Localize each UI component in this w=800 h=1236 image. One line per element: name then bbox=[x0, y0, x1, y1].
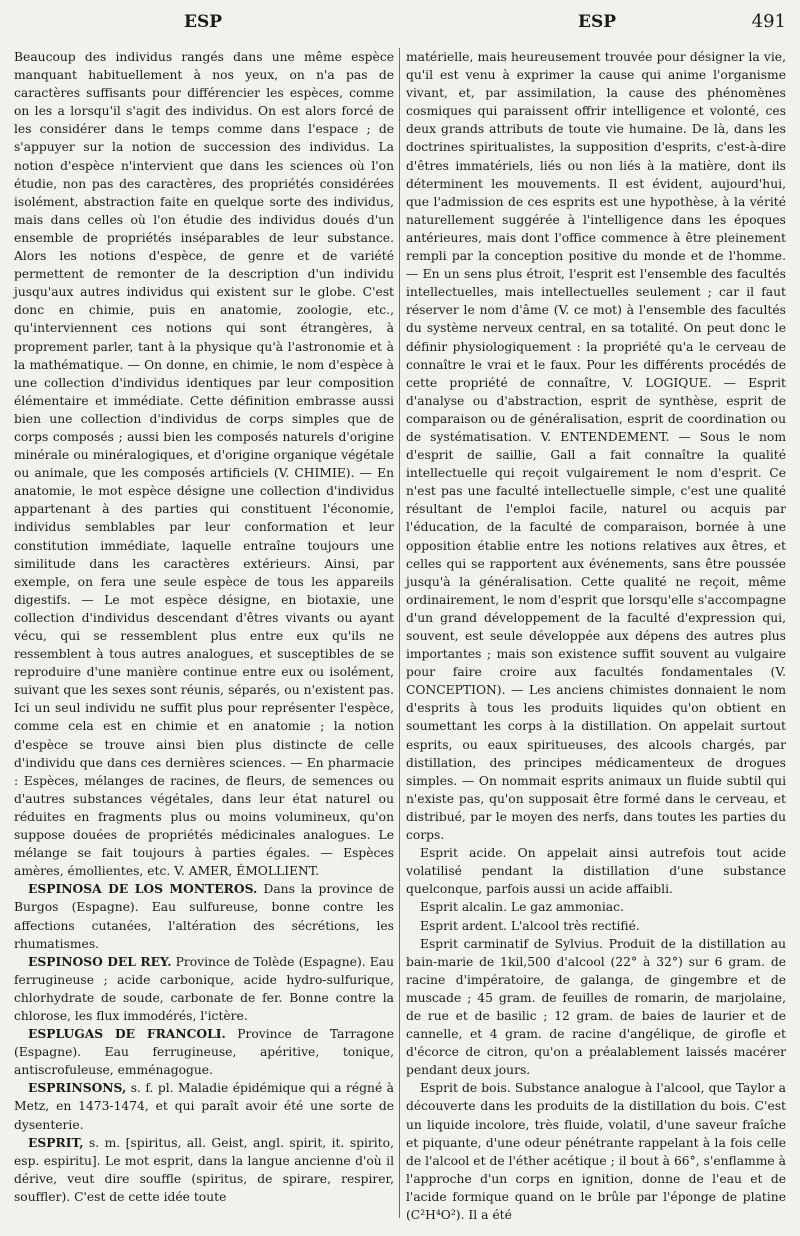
entry-espinosa bbox=[14, 880, 394, 952]
page-number: 491 bbox=[751, 11, 786, 32]
entry-text-esprinsons: s. f. pl. Maladie épidémique qui a régné à Metz, en 1473-1474, et qui paraît avoir été une sorte de dysenterie. bbox=[14, 1081, 394, 1132]
entry-text-esplugas: Province de Tarragone (Espagne). Eau ferrugineuse, apéritive, tonique, antiscrofuleuse, emménagogue. bbox=[14, 1027, 394, 1078]
subentry-esprit-de-bois: Esprit de bois. Substance analogue à l'alcool, que Taylor a découverte dans les produits de la distillation du bois. C'est un liquide incolore, très fluide, volatil, d'une saveur fraîche et piquante, d'une odeur pénétrante rappelant à la fois celle de l'alcool et de l'éther acétique ; il bout à 66°, s'enflamme à l'approche d'un corps en ignition, donne de l'eau et de l'acide formique quand on le brûle par l'éponge de platine (C²H⁴O²). Il a été bbox=[406, 1081, 786, 1222]
entry-title-esprinsons: ESPRINSONS, bbox=[28, 1080, 127, 1096]
entry-title-espinosa: ESPINOSA DE LOS MONTEROS. bbox=[28, 881, 258, 897]
column-divider bbox=[399, 48, 400, 1218]
subentry-esprit-carminatif: Esprit carminatif de Sylvius. Produit de la distillation au bain-marie de 1kil,500 d'alcool (22° à 32°) sur 6 gram. de racine d'impératoire, de galanga, de gingembre et de muscade ; 45 gram. de feuilles de romarin, de marjolaine, de rue et de basilic ; 12 gram. de baies de laurier et de cannelle, et 4 gram. de racine d'angélique, de girofle et d'écorce de citron, qu'on a préalablement laissés macérer pendant deux jours. bbox=[406, 936, 786, 1078]
left-column bbox=[14, 48, 394, 1206]
entry-text-esprit: s. m. [spiritus, all. Geist, angl. spirit, it. spirito, esp. espiritu]. Le mot esprit, dans la langue ancienne d'où il dérive, veut dire souffle (spiritus, de spirare, respirer, souffler). C'est de cette idée toute bbox=[14, 1135, 394, 1204]
entry-esprinsons bbox=[14, 1079, 394, 1133]
entry-title-esplugas: ESPLUGAS DE FRANCOLI. bbox=[28, 1026, 226, 1042]
entry-title-esprit: ESPRIT, bbox=[28, 1134, 84, 1150]
entry-esplugas bbox=[14, 1025, 394, 1079]
esprit-continuation: matérielle, mais heureusement trouvée pour désigner la vie, qu'il est venu à exprimer la cause qui anime l'organisme vivant, et, par assimilation, la cause des phénomènes cosmiques qui paraissent offrir intelligence et volonté, ces deux grands attributs de toute vie humaine. De là, dans les doctrines spiritualistes, la supposition d'esprits, c'est-à-dire d'êtres immatériels, liés ou non liés à la matière, dont ils déterminent les mouvements. Il est évident, aujourd'hui, que l'admission de ces esprits est une hypothèse, à la vérité naturellement suggérée à l'intelligence dans les époques antérieures, mais dont l'office commence à être pleinement rempli par la conception positive du monde et de l'homme. — En un sens plus étroit, l'esprit est l'ensemble des facultés intellectuelles, mais intellectuelles seulement ; car il faut réserver le nom d'âme (V. ce mot) à l'ensemble des facultés du système nerveux central, en sa totalité. On peut donc le définir physiologiquement : la propriété qu'a le cerveau de connaître le vrai et le faux. Pour les différents procédés de cette propriété de connaître, V. LOGIQUE. — Esprit d'analyse ou d'abstraction, esprit de synthèse, esprit de comparaison ou de généralisation, esprit de coordination ou de systématisation. V. ENTENDEMENT. — Sous le nom d'esprit de saillie, Gall a fait connaître la qualité intellectuelle qui reçoit vulgairement le nom d'esprit. Ce n'est pas une faculté intellectuelle simple, c'est une qualité résultant de l'emploi facile, naturel ou acquis par l'éducation, de la faculté de comparaison, bornée à une opposition établie entre les notions relatives aux êtres, et celles qui se rapportent aux événements, sans être poussée jusqu'à la généralisation. Cette qualité ne reçoit, même ordinairement, le nom d'esprit que lorsqu'elle s'accompagne d'un grand développement de la faculté d'expression qui, souvent, est seule développée aux dépens des autres plus importantes ; mais son existence suffit souvent au vulgaire pour faire croire aux facultés fondamentales (V. CONCEPTION). — Les anciens chimistes donnaient le nom d'esprits à tous les produits liquides qu'on obtient en soumettant les corps à la distillation. On appelait surtout esprits, ou eaux spiritueuses, des alcools chargés, par distillation, des principes médicamenteux de drogues simples. — On nommait esprits animaux un fluide subtil qui n'existe pas, qu'on supposait être formé dans le cerveau, et distribué, par le moyen des nerfs, dans toutes les parties du corps. bbox=[406, 50, 786, 843]
entry-text-espinoso: Province de Tolède (Espagne). Eau ferrugineuse ; acide carbonique, acide hydro-sulfurique, chlorhydrate de soude, carbonate de fer. Bonne contre la chlorose, les flux immodérés, l'ictère. bbox=[14, 954, 394, 1023]
entry-espinoso bbox=[14, 953, 394, 1025]
entry-title-espinoso: ESPINOSO DEL REY. bbox=[28, 953, 172, 969]
subentry-esprit-acide: Esprit acide. On appelait ainsi autrefois tout acide volatilisé pendant la distillation d'une substance quelconque, parfois aussi un acide affaibli. bbox=[406, 846, 786, 897]
entry-esprit bbox=[14, 1134, 394, 1206]
subentry-esprit-alcalin: Esprit alcalin. Le gaz ammoniac. bbox=[420, 900, 624, 915]
subentry-esprit-ardent: Esprit ardent. L'alcool très rectifié. bbox=[420, 918, 640, 933]
right-column bbox=[406, 48, 786, 1224]
running-head-left: ESP bbox=[183, 12, 223, 32]
entry-text-espinosa: Dans la province de Burgos (Espagne). Eau sulfureuse, bonne contre les affections cutanées, l'altération des sécrétions, les rhumatismes. bbox=[14, 882, 394, 951]
running-head-right: ESP bbox=[577, 12, 617, 32]
espece-paragraph: Beaucoup des individus rangés dans une même espèce manquant habituellement à nos yeux, on n'a pas de caractères suffisants pour différencier les espèces, comme on les a lorsqu'il s'agit des individus. On est alors forcé de les considérer dans le temps comme dans l'espace ; de s'appuyer sur la notion de succession des individus. La notion d'espèce n'intervient que dans les sciences où l'on étudie, non pas des caractères, des propriétés considérées isolément, abstraction faite en quelque sorte des individus, mais dans celles où l'on étudie des individus doués d'un ensemble de propriétés inséparables de leur substance. Alors les notions d'espèce, de genre et de variété permettent de remonter de la description d'un individu jusqu'aux autres individus qui existent sur le globe. C'est donc en chimie, puis en anatomie, zoologie, etc., qu'interviennent ces notions qui sont étrangères, à proprement parler, tant à la physique qu'à l'astronomie et à la mathématique. — On donne, en chimie, le nom d'espèce à une collection d'individus identiques par leur composition élémentaire et immédiate. Cette définition embrasse aussi bien une collection d'individus de corps simples que de corps composés ; aussi bien les composés naturels d'origine minérale ou minéralogiques, et d'origine organique végétale ou animale, que les composés artificiels (V. CHIMIE). — En anatomie, le mot espèce désigne une collection d'individus appartenant à des parties qui constituent l'économie, individus semblables par leur conformation et leur constitution immédiate, laquelle entraîne toujours une similitude dans les caractères extérieurs. Ainsi, par exemple, on fera une seule espèce de tous les appareils digestifs. — Le mot espèce désigne, en biotaxie, une collection d'individus descendant d'êtres vivants ou ayant vécu, qui se ressemblent plus entre eux qu'ils ne ressemblent à tous autres analogues, et susceptibles de se reproduire d'une manière continue entre eux ou isolément, suivant que les sexes sont réunis, séparés, ou n'existent pas. Ici un seul individu ne suffit plus pour représenter l'espèce, comme cela est en chimie et en anatomie ; la notion d'espèce se trouve ainsi bien plus distincte de celle d'individu que dans ces dernières sciences. — En pharmacie : Espèces, mélanges de racines, de fleurs, de semences ou d'autres substances végétales, dans leur état naturel ou réduites en fragments plus ou moins volumineux, qu'on suppose douées de propriétés médicinales analogues. Le mélange se fait toujours à parties égales. — Espèces amères, émollientes, etc. V. AMER, ÉMOLLIENT. bbox=[14, 50, 394, 879]
